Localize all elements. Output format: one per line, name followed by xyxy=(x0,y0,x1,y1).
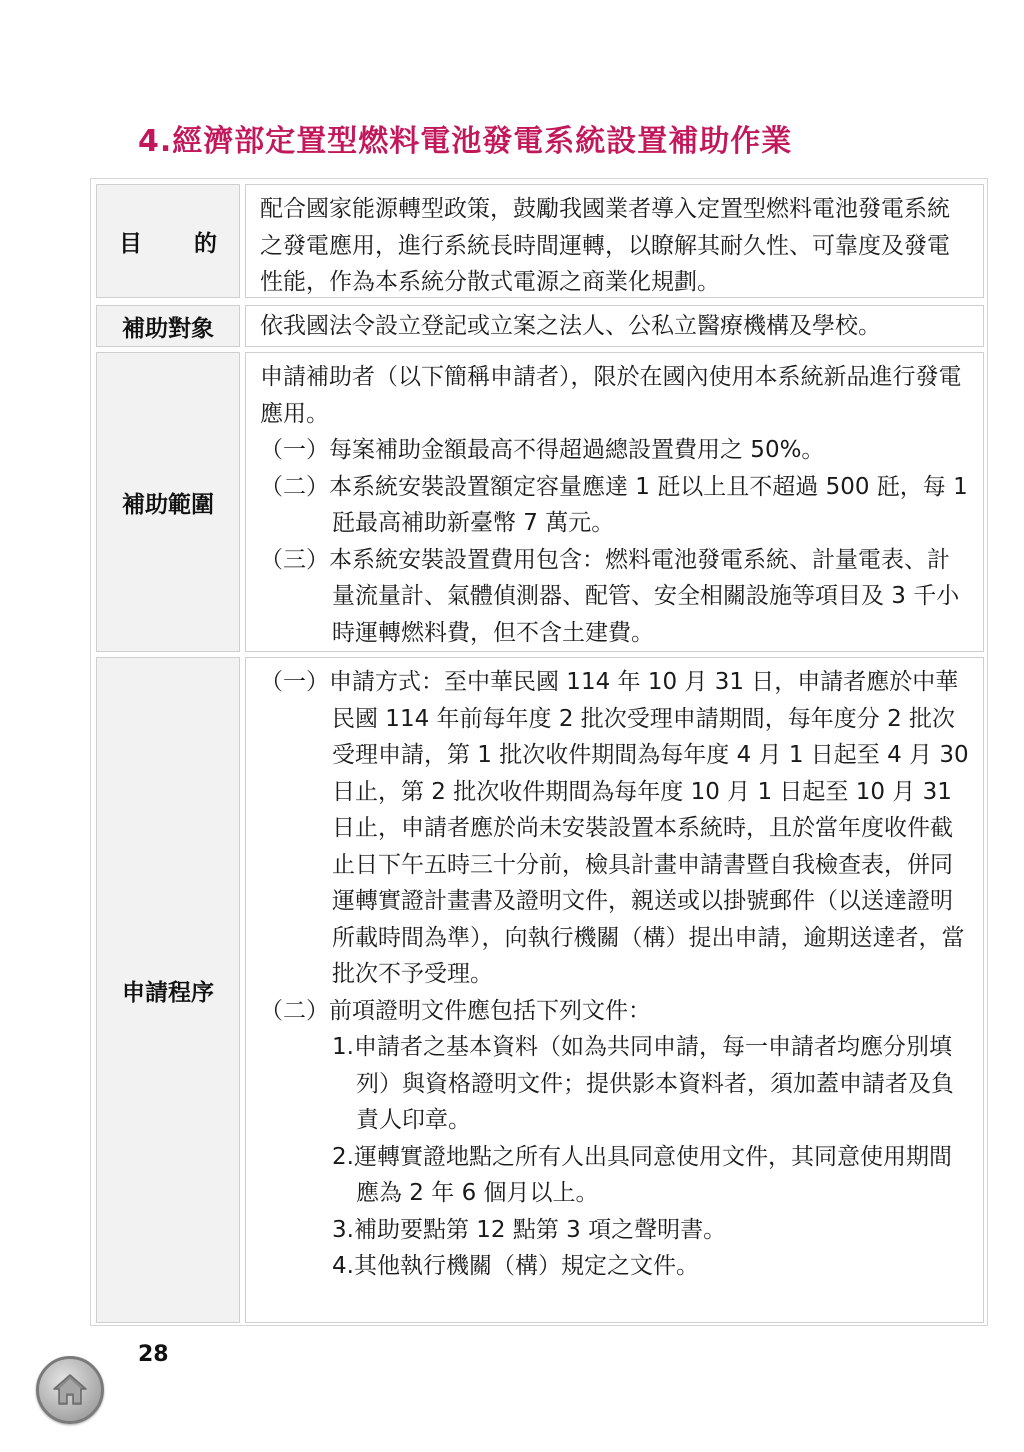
eligible-text: 依我國法令設立登記或立案之法人、公私立醫療機構及學校。 xyxy=(260,313,881,339)
row-label-purpose xyxy=(96,184,240,298)
table-row-procedure xyxy=(96,657,984,1323)
page-title: 4.經濟部定置型燃料電池發電系統設置補助作業 xyxy=(138,124,793,159)
home-icon xyxy=(51,1371,89,1409)
scope-item-3: （三）本系統安裝設置費用包含：燃料電池發電系統、計量電表、計量流量計、氣體偵測器、配管、安全相關設施等項目及 3 千小時運轉燃料費，但不含土建費。 xyxy=(260,546,960,646)
row-label-eligible: 補助對象 xyxy=(96,305,240,347)
procedure-subitem-3: 3.補助要點第 12 點第 3 項之聲明書。 xyxy=(332,1216,727,1243)
page-number: 28 xyxy=(138,1342,169,1367)
procedure-subitem-4: 4.其他執行機關（構）規定之文件。 xyxy=(332,1253,699,1279)
purpose-text: 配合國家能源轉型政策，鼓勵我國業者導入定置型燃料電池發電系統之發電應用，進行系統長時間運轉，以瞭解其耐久性、可靠度及發電性能，作為本系統分散式電源之商業化規劃。 xyxy=(260,196,950,295)
procedure-subitem-1: 1.申請者之基本資料（如為共同申請，每一申請者均應分別填列）與資格證明文件；提供影本資料者，須加蓋申請者及負責人印章。 xyxy=(332,1034,954,1133)
row-label-purpose-char-2: 的 xyxy=(194,230,217,257)
row-label-purpose-char-1: 目 xyxy=(119,230,142,257)
row-label-procedure: 申請程序 xyxy=(96,657,240,1323)
procedure-subitem-2: 2.運轉實證地點之所有人出具同意使用文件，其同意使用期間應為 2 年 6 個月以上。 xyxy=(332,1143,952,1206)
row-content-scope xyxy=(245,352,984,652)
procedure-item-2: （二）前項證明文件應包括下列文件： xyxy=(260,997,651,1024)
scope-item-2: （二）本系統安裝設置額定容量應達 1 瓩以上且不超過 500 瓩，每 1 瓩最高補助新臺幣 7 萬元。 xyxy=(260,473,968,536)
row-content-purpose xyxy=(245,184,984,298)
row-content-eligible xyxy=(245,305,984,347)
table-row-eligible xyxy=(96,305,984,347)
table-row-scope xyxy=(96,352,984,652)
procedure-item-1: （一）申請方式：至中華民國 114 年 10 月 31 日，申請者應於中華民國 114 年前每年度 2 批次受理申請期間，每年度分 2 批次受理申請，第 1 批次收件期間為每年度 4 月 1 日起至 4 月 30 日止，第 2 批次收件期間為每年度 10 月 1 日起至 10 月 31 日止，申請者應於尚未安裝設置本系統時，且於當年度收件截止日下午五時三十分前，檢具計畫申請書暨自我檢查表，併同運轉實證計畫書及證明文件，親送或以掛號郵件（以送達證明所載時間為準），向執行機關（構）提出申請，逾期送達者，當批次不予受理。 xyxy=(260,669,969,987)
scope-item-1: （一）每案補助金額最高不得超過總設置費用之 50%。 xyxy=(260,437,825,463)
home-button[interactable] xyxy=(36,1356,104,1424)
table-row-purpose xyxy=(96,184,984,298)
row-content-procedure xyxy=(245,657,984,1323)
scope-intro: 申請補助者（以下簡稱申請者），限於在國內使用本系統新品進行發電應用。 xyxy=(260,364,962,427)
row-label-scope: 補助範圍 xyxy=(96,352,240,652)
